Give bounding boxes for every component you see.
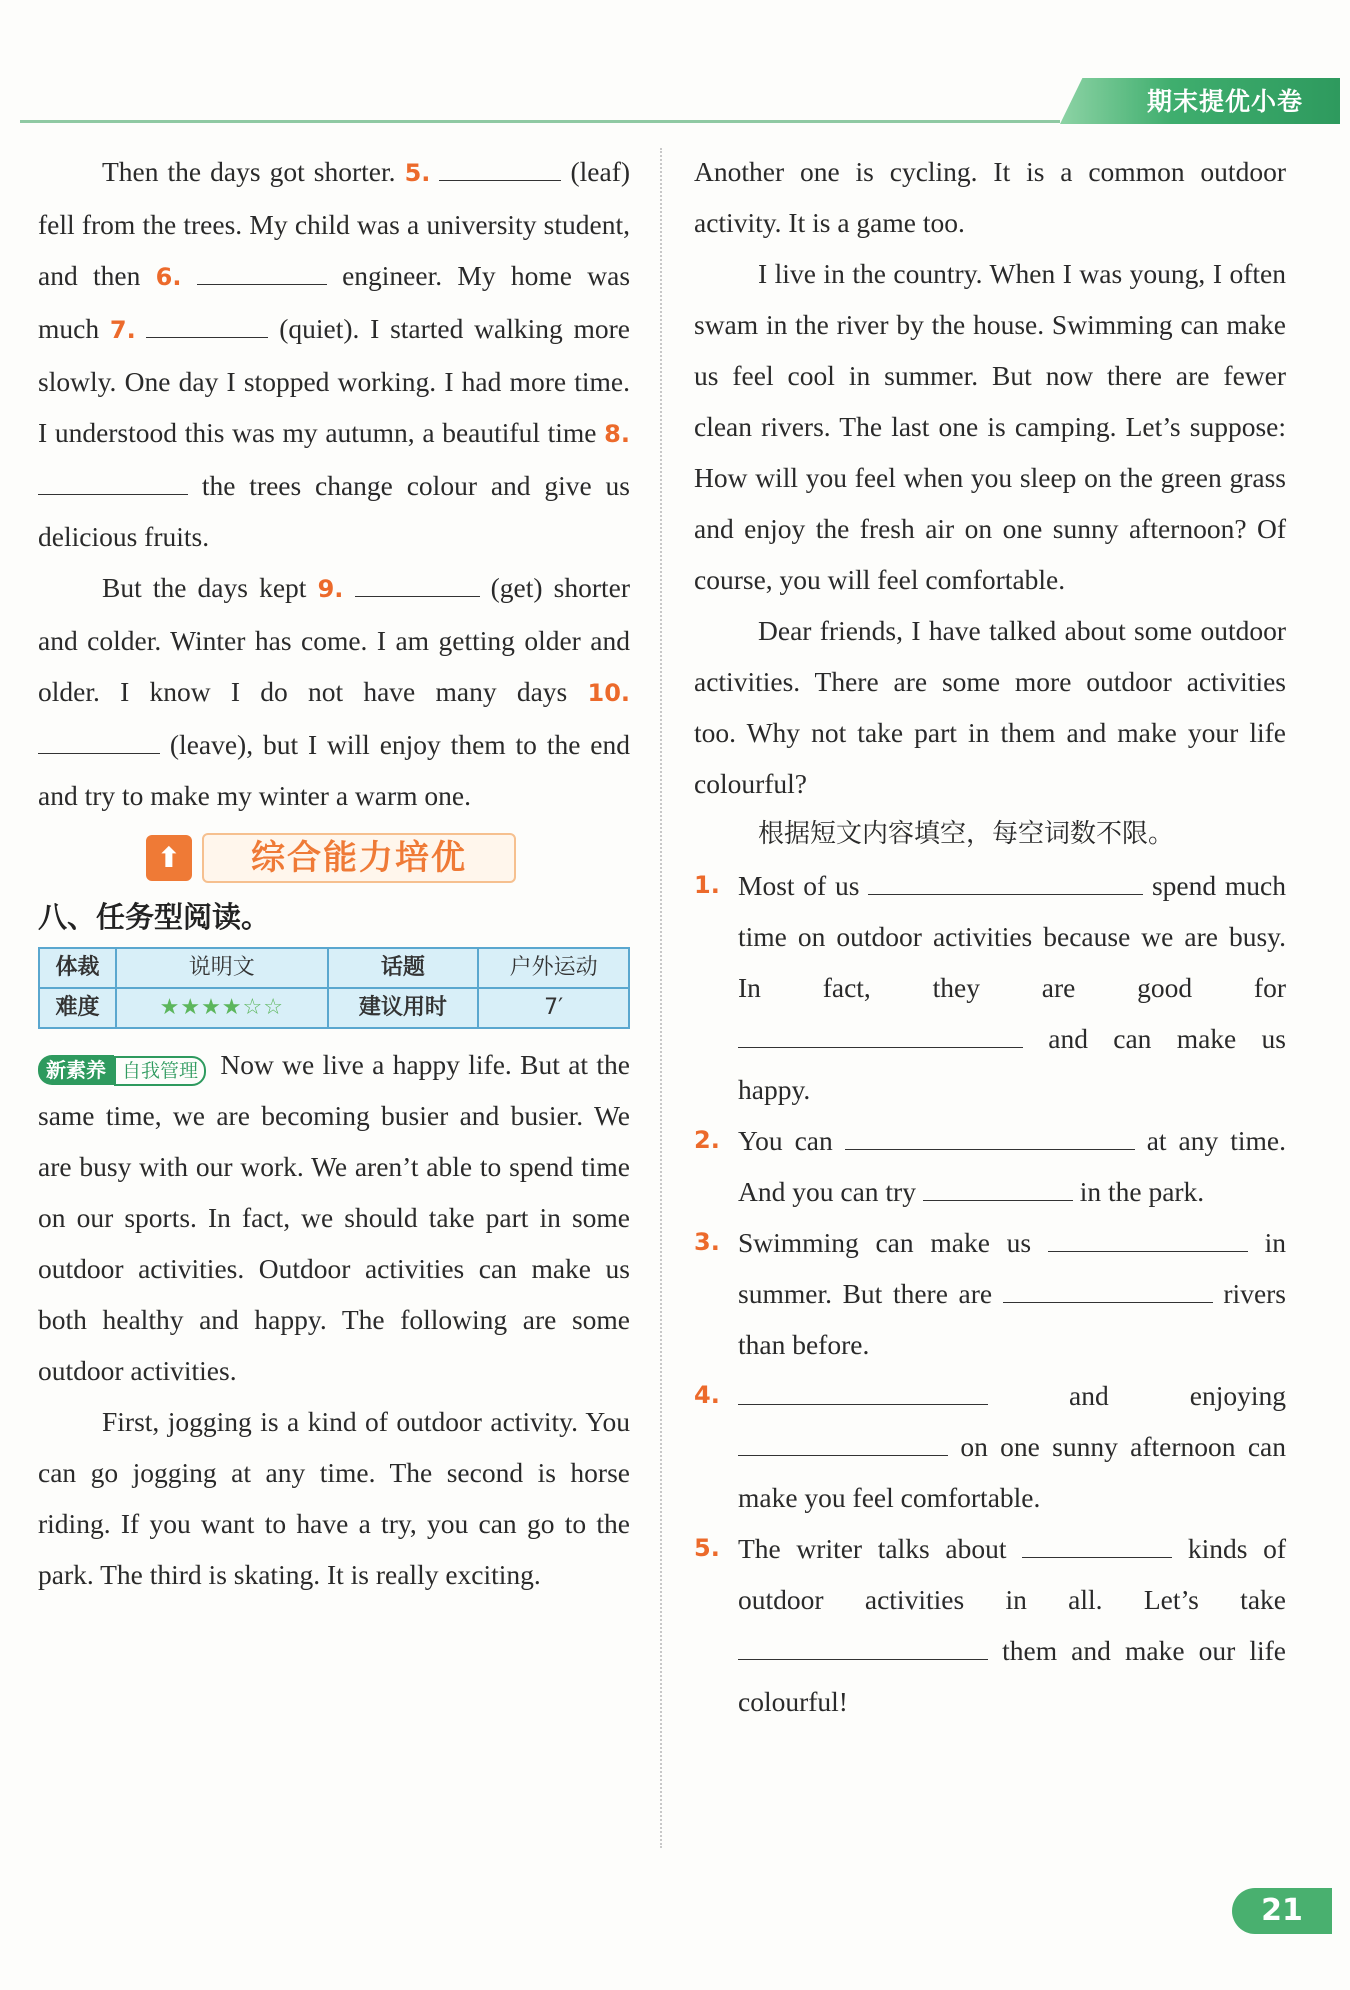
- passage-info-table: [38, 947, 630, 1029]
- answer-blank[interactable]: [738, 1429, 948, 1456]
- left-column: [38, 146, 630, 1600]
- genre-value: 说明文: [116, 948, 328, 988]
- answer-blank[interactable]: [1048, 1225, 1248, 1252]
- header-rule: [20, 120, 1060, 123]
- answer-blank[interactable]: [868, 868, 1143, 895]
- time-key: 建议用时: [328, 988, 479, 1028]
- time-value: 7′: [478, 988, 629, 1028]
- answer-blank[interactable]: [1003, 1276, 1213, 1303]
- paragraph-cycling: Another one is cycling. It is a common outdoor activity. It is a game too.: [694, 156, 1286, 238]
- paragraph-autumn: Then the days got shorter. 5. (leaf) fell from the trees. My child was a university student, and then 6. engineer. My home was much 7. (quiet). I started walking more slowly. One day I stopped working. I had more time. I understood this was my autumn, a beautiful time 8. the trees change colour and give us delicious fruits.: [38, 156, 631, 552]
- instruction: 根据短文内容填空，每空词数不限。: [758, 819, 1175, 849]
- answer-blank[interactable]: [738, 1021, 1023, 1048]
- question-number: 5.: [404, 159, 431, 187]
- question-3: 3. Swimming can make us in summer. But there are rivers than before.: [694, 1227, 1287, 1360]
- paragraph-activities: First, jogging is a kind of outdoor activity. You can go jogging at any time. The second is horse riding. If you want to have a try, you can go to the park. The third is skating. It is really exciting.: [38, 1406, 630, 1590]
- column-divider: [660, 148, 662, 1848]
- answer-blank[interactable]: [38, 727, 160, 754]
- header-title: 期末提优小卷: [1146, 87, 1303, 116]
- paragraph-intro: 新素养 自我管理 Now we live a happy life. But at the same time, we are becoming busier and busier. We are busy with our work. We aren’t able to spend time on our sports. In fact, we should take part in some outdoor activities. Outdoor activities can make us both healthy and happy. The following are some outdoor activities.: [38, 1049, 630, 1386]
- paragraph-winter: But the days kept 9. (get) shorter and colder. Winter has come. I am getting older and older. I know I do not have many days 10. (leave), but I will enjoy them to the end and try to make my winter a warm one.: [38, 572, 631, 811]
- answer-blank[interactable]: [738, 1633, 988, 1660]
- literacy-badge: 新素养 自我管理: [38, 1053, 206, 1083]
- paragraph-conclusion: Dear friends, I have talked about some outdoor activities. There are some more outdoor activities too. Why not take part in them and make your life colourful?: [694, 615, 1286, 799]
- answer-blank[interactable]: [923, 1174, 1073, 1201]
- section-title: 八、任务型阅读。: [38, 900, 271, 934]
- difficulty-key: 难度: [39, 988, 116, 1028]
- genre-key: 体裁: [39, 948, 116, 988]
- question-5: 5. The writer talks about kinds of outdoor activities in all. Let’s take them and make our life colourful!: [694, 1533, 1287, 1717]
- answer-blank[interactable]: [38, 468, 188, 495]
- answer-blank[interactable]: [1022, 1531, 1172, 1558]
- answer-blank[interactable]: [146, 311, 268, 338]
- answer-blank[interactable]: [355, 570, 480, 597]
- question-number: 8.: [604, 420, 630, 448]
- question-number: 7.: [109, 316, 136, 344]
- question-4: 4. and enjoying on one sunny afternoon can make you feel comfortable.: [694, 1380, 1286, 1513]
- answer-blank[interactable]: [197, 258, 327, 285]
- topic-value: 户外运动: [478, 948, 629, 988]
- banner-label: 综合能力培优: [202, 833, 516, 883]
- question-number: 9.: [317, 575, 344, 603]
- difficulty-stars-icon: ★★★★☆☆: [159, 995, 284, 1020]
- question-number: 6.: [155, 263, 182, 291]
- section-banner: [146, 829, 630, 889]
- climb-icon: ⬆: [146, 835, 192, 881]
- question-1: 1. Most of us spend much time on outdoor activities because we are busy. In fact, they are good for and can make us happy.: [694, 870, 1286, 1105]
- topic-key: 话题: [328, 948, 479, 988]
- answer-blank[interactable]: [845, 1123, 1135, 1150]
- paragraph-country: I live in the country. When I was young, I often swam in the river by the house. Swimming can make us feel cool in summer. But now there are fewer clean rivers. The last one is camping. Let’s suppose: How will you feel when you sleep on the green grass and enjoy the fresh air on one sunny afternoon? Of course, you will feel comfortable.: [694, 258, 1286, 595]
- answer-blank[interactable]: [439, 154, 561, 181]
- question-2: 2. You can at any time. And you can try in the park.: [694, 1125, 1286, 1207]
- page-number: 21: [1232, 1888, 1332, 1934]
- answer-blank[interactable]: [738, 1378, 988, 1405]
- right-column: [694, 146, 1286, 1727]
- question-number: 10.: [587, 679, 631, 707]
